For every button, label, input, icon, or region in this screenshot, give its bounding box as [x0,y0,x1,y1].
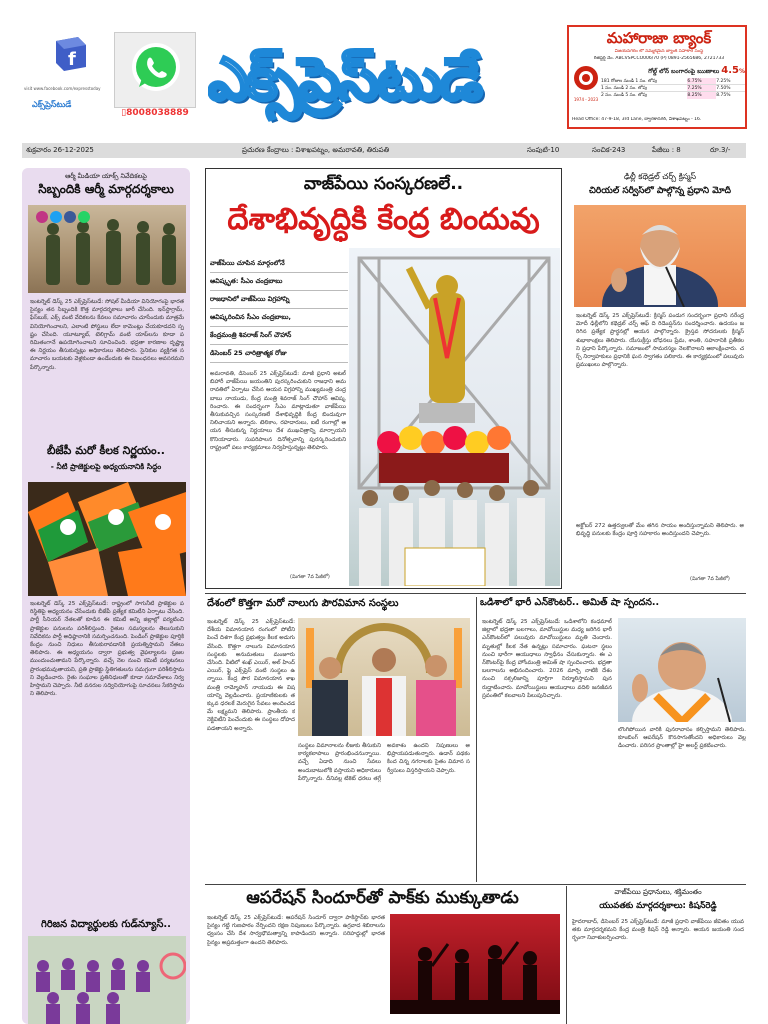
lead-kicker: వాజ్‌పేయి సంస్కరణలే.. [303,174,464,194]
facebook-url: visit www.facebook.com/expresstoday [24,86,101,91]
rates-row: 1 సం. నుండి 2 సం. లోపు 7.25% 7.50% [601,85,745,92]
bottom-right-body: హైదరాబాద్, డిసెంబర్ 25 ఎక్స్‌ప్రెస్‌టుడే: మాజీ ప్రధాని వాజ్‌పేయి జీవితం యువతకు మార్గదర్శకమని కేంద్ర మంత్రి కిషన్ రెడ్డి అన్నారు. ఆయన జయంతి సందర్భంగా నివాళులర్పించారు. [572,919,744,942]
facebook-tag: ఎక్స్‌ప్రెస్‌టుడే [32,100,72,109]
price: రూ.3/- [710,146,731,154]
bank-ad-office: Head Office: 47-9-18, 3rd Lane, ద్వారకానగర్, విశాఖపట్నం - 16. [572,117,702,122]
mid-headline: దేశంలో కొత్తగా మరో నాలుగు పౌరవిమాన సంస్థలు [207,598,399,609]
lead-bullet: కేంద్రమంత్రి శివరాజ్ సింగ్ చౌహాన్ [210,327,348,345]
left-subhead-2: - నీటి ప్రాజెక్టులపై అధ్యయనానికి సిద్ధం [50,462,162,471]
whatsapp-number [114,108,196,118]
mid-divider [476,597,477,882]
gold-loan-rate: 4.5 [721,65,739,76]
bank-ad-emblem [573,65,599,105]
lead-bullet: డిసెంబర్ 25 చారిత్రాత్మక రోజు [210,345,348,363]
page-count: పేజీలు : 8 [652,146,681,154]
social-icons [36,211,90,223]
aviation-photo [298,618,470,736]
left-kicker-2: బీజేపీ మరో కీలక నిర్ణయం.. [47,444,165,457]
amit-shah-photo [618,618,746,722]
left-kicker-3: గిరిజన విద్యార్థులకు గుడ్‌న్యూస్.. [41,919,171,930]
facebook-icon [64,211,76,223]
whatsapp-icon [78,211,90,223]
lead-bullet: ఆవిష్కరించిన సీఎం చంద్రబాబు, [210,309,348,327]
right-headline: చిరియల్ సర్వీస్‌లో పాల్గొన్న ప్రధాని మోదీ [589,186,731,196]
instagram-icon [36,211,48,223]
bank-ad-sub2: రిజిస్టర్డ్ నెం. ABCVSPCCO006/70 (P) 0891-2565686, 2721733 [593,56,725,61]
students-photo [28,936,186,1024]
gold-loan-label: గోల్డ్ లోన్ బంగారంపై ఋణాలు 4.5% [648,65,745,76]
svg-text:f: f [68,49,76,70]
mid-rule [205,593,746,594]
rates-row: 2 సం. నుండి 5 సం. లోపు 8.25% 8.75% [601,93,731,98]
left-body: ఇంటర్నెట్ డెస్క్ 25 ఎక్స్‌ప్రెస్‌టుడే: సోషల్ మీడియా వినియోగంపై భారత సైన్యం తన సిబ్బందికి కొత్త మార్గదర్శకాలు జారీ చేసింది. ఇన్‌స్టాగ్రామ్, ఫేస్‌బుక్, ఎక్స్ వంటి వేదికలను కేవలం సమాచారం చూసేందుకు మాత్రమే వినియోగించాలని, ఎలాంటి పోస్టులు లేదా కామెంట్లు చేయకూడదని స్పష్టం చేసింది. యూట్యూబ్, టెలిగ్రామ్ వంటి యాప్‌లను కూడా పరిమితంగానే ఉపయోగించాలని సూచించింది. భద్రతా కారణాల దృష్ట్యా ఈ నిర్ణయం తీసుకున్నట్లు అధికారులు తెలిపారు. సైనికుల వ్యక్తిగత సమాచారం బయటకు వెళ్లకుండా ఉండేందుకు ఈ నిబంధనలు అవసరమని పేర్కొన్నారు. [30,299,184,371]
left-body-2: ఇంటర్నెట్ డెస్క్ 25 ఎక్స్‌ప్రెస్‌టుడే: రాష్ట్రంలో సాగునీటి ప్రాజెక్టుల పరిస్థితిపై అధ్యయనం చేసేందుకు బీజేపీ ప్రత్యేక కమిటీని ఏర్పాటు చేసింది. పార్టీ సీనియర్ నేతలతో కూడిన ఈ కమిటీ అన్ని జిల్లాల్లో పర్యటించి ప్రాజెక్టుల పనులను పరిశీలిస్తుంది. రైతుల సమస్యలను తెలుసుకుని నివేదికను పార్టీ అధిష్ఠానానికి సమర్పించనుంది. పెండింగ్ ప్రాజెక్టుల పూర్తికి కేంద్రం నుంచి నిధులు తీసుకురావడానికి ప్రయత్నిస్తామని నేతలు తెలిపారు. ఈ అధ్యయనం ద్వారా ప్రభుత్వ వైఫల్యాలను ప్రజల ముందుంచుతామని పేర్కొన్నారు. వచ్చే నెల నుంచి కమిటీ పర్యటనలు ప్రారంభమవుతాయని, ప్రతి ప్రాజెక్టు స్థితిగతులను సమగ్రంగా పరిశీలిస్తామని వెల్లడించారు. రైతు సంఘాల ప్రతినిధులతో కూడా సమావేశాలు నిర్వహిస్తామని చెప్పారు. నీటి వనరుల సద్వినియోగంపై సూచనలు సేకరిస్తామని తెలిపారు. [30,601,184,698]
bank-ad-title: మహారాజా బ్యాంక్ [606,29,712,47]
lead-bullet: వాజ్‌పేయి చూపిన మార్గంలోనే [210,255,348,273]
masthead-title: ఎక్స్‌ప్రెస్‌టుడే [208,45,481,113]
bottom-right-kicker: వాజ్‌పేయి ప్రధానులు, శక్తిమంతం [614,888,702,896]
bank-ad [567,25,747,129]
bottom-headline: ఆపరేషన్ సిందూర్‌తో పాక్‌కు ముక్కుతాడు [246,888,519,908]
rates-row: 181 రోజుల నుండి 1 సం. లోపు 6.75% 7.25% [601,78,745,85]
encounter-body: ఇంటర్నెట్ డెస్క్ 25 ఎక్స్‌ప్రెస్‌టుడే: ఒడిశాలోని కంధమాల్ జిల్లాలో భద్రతా బలగాలు, మావోయిస్టుల మధ్య జరిగిన భారీ ఎన్‌కౌంటర్‌లో పలువురు మావోయిస్టులు మృతి చెందారు. మృతుల్లో కీలక నేత ఉన్నట్లు సమాచారం. ఘటనా స్థలం నుంచి భారీగా ఆయుధాలు స్వాధీనం చేసుకున్నారు. ఈ ఎన్‌కౌంటర్‌పై కేంద్ర హోంమంత్రి అమిత్ షా స్పందించారు. భద్రతా బలగాలను అభినందించారు. 2026 మార్చి నాటికి దేశం నుంచి నక్సలిజాన్ని పూర్తిగా నిర్మూలిస్తామని పునరుద్ఘాటించారు. మావోయిస్టులు ఆయుధాలు వదిలి జనజీవన స్రవంతిలో కలవాలని పిలుపునిచ్చారు. [482,619,612,699]
whatsapp-logo [114,32,196,108]
bottom-right-headline: యువతకు మార్గదర్శకాలు: కిషన్‌రెడ్డి [599,901,717,911]
mid-body-2: సంస్థలు విమానాలను లీజుకు తీసుకుని కార్యకలాపాలు ప్రారంభించనున్నాయి. వచ్చే ఏడాది నుంచి సేవలు అందుబాటులోకి వస్తాయని అధికారులు పేర్కొన్నారు. దీనివల్ల టికెట్ ధరలు తగ్గే అవకాశం ఉందని నిపుణులు అభిప్రాయపడుతున్నారు. ఉడాన్ పథకం కింద చిన్న నగరాలకు సైతం విమాన సర్వీసులు విస్తరిస్తాయని చెప్పారు. [298,743,470,782]
lead-bullets [210,255,348,363]
bank-ad-est: 1974 - 2023 [573,97,599,102]
lead-bullet: ఆవిష్కృత: సీఎం చంద్రబాబు [210,273,348,291]
encounter-body-2: లొంగిపోయిన వారికి పునరావాసం కల్పిస్తామని తెలిపారు. కూంబింగ్ ఆపరేషన్ కొనసాగుతోందని అధికారులు వెల్లడించారు. పరిసర ప్రాంతాల్లో హై అలర్ట్ ప్రకటించారు. [618,727,746,750]
bottom-body: ఇంటర్నెట్ డెస్క్ 25 ఎక్స్‌ప్రెస్‌టుడే: ఆపరేషన్ సిందూర్ ద్వారా పాకిస్థాన్‌కు భారత సైన్యం గట్టి గుణపాఠం నేర్పిందని రక్షణ నిపుణులు పేర్కొన్నారు. ఉగ్రవాద శిబిరాలను ధ్వంసం చేసి దేశ సార్వభౌమత్వాన్ని కాపాడిందని అన్నారు. సరిహద్దుల్లో భారత సైన్యం అప్రమత్తంగా ఉందని తెలిపారు. [207,915,385,946]
mid-body: ఇంటర్నెట్ డెస్క్ 25 ఎక్స్‌ప్రెస్‌టుడే: దేశీయ విమానయాన రంగంలో పోటీని పెంచే దిశగా కేంద్ర ప్రభుత్వం కీలక అడుగు వేసింది. కొత్తగా నాలుగు విమానయాన సంస్థలకు అనుమతులు మంజూరు చేసింది. వీటిలో శంఖ్ ఎయిర్, అల్ హింద్ ఎయిర్, ఫ్లై ఎక్స్‌ప్రెస్ వంటి సంస్థలు ఉన్నాయి. కేంద్ర పౌర విమానయాన శాఖ మంత్రి రామ్మోహన్ నాయుడు ఈ విషయాన్ని వెల్లడించారు. ప్రయాణికులకు తక్కువ ధరలకే మెరుగైన సేవలు అందించడమే లక్ష్యమని తెలిపారు. ప్రాంతీయ కనెక్టివిటీని పెంచేందుకు ఈ సంస్థలు దోహదపడతాయని అన్నారు. [207,619,295,732]
right-kicker: ఢిల్లీ కథెడ్రల్ చర్చ్ క్రిస్మస్ [623,172,697,181]
lead-headline: దేశాభివృద్ధికి కేంద్ర బిందువు [227,202,540,237]
army-photo [28,205,186,293]
issue-number: సంచిక-243 [592,146,626,154]
facebook-logo [48,35,90,75]
lead-continued: (మిగతా 7వ పేజీలో) [290,574,330,580]
right-continued: (మిగతా 7వ పేజీలో) [690,576,730,582]
editions: ప్రచురణ కేంద్రాలు : విశాఖపట్నం, అమరావతి, తిరుపతి [242,146,390,154]
bottom-divider [566,886,567,1024]
twitter-icon [50,211,62,223]
right-body-2: అక్టోబర్ 272 ఉత్తర్వులతో మేం తగిన సాయం అందిస్తున్నామని తెలిపారు. అభివృద్ధి పనులకు కేంద్రం పూర్తి సహకారం అందిస్తుందని చెప్పారు. [576,523,744,538]
phone-icon: ▯ [121,108,127,118]
issue-date: శుక్రవారం 26-12-2025 [26,146,94,154]
soldiers-silhouette-photo [390,914,560,1014]
left-headline: సిబ్బందికి ఆర్మీ మార్గదర్శకాలు [38,182,174,196]
volume: సంపుటి-10 [527,146,560,154]
bottom-rule [205,884,746,885]
bjp-flags-photo [28,482,186,596]
right-body: ఇంటర్నెట్ డెస్క్ 25 ఎక్స్‌ప్రెస్‌టుడే: క్రిస్మస్ పండుగ సందర్భంగా ప్రధాని నరేంద్ర మోదీ ఢిల్లీలోని కథెడ్రల్ చర్చ్ ఆఫ్ ది రిడెంప్షన్‌ను సందర్శించారు. ఉదయం జరిగిన ప్రత్యేక ప్రార్థనల్లో ఆయన పాల్గొన్నారు. క్రైస్తవ సోదరులకు క్రిస్మస్ శుభాకాంక్షలు తెలిపారు. యేసుక్రీస్తు బోధనలు ప్రేమ, శాంతి, సహనానికి ప్రతీకలని ప్రధాని పేర్కొన్నారు. సమాజంలో సామరస్యం నెలకొనాలని ఆకాంక్షించారు. చర్చ్ నిర్వాహకులు ప్రధానికి ఘన స్వాగతం పలికారు. ఈ కార్యక్రమంలో పలువురు ప్రముఖులు పాల్గొన్నారు. [576,313,744,369]
left-kicker: ఆర్మీ మీడియా యాక్స్ నివేదికలపై [65,172,147,180]
encounter-headline: ఒడిశాలో భారీ ఎన్‌కౌంటర్.. అమిత్ షా స్పందన.. [480,597,660,608]
modi-photo [574,205,746,307]
lead-body: అమరావతి, డిసెంబర్ 25 ఎక్స్‌ప్రెస్‌టుడే: మాజీ ప్రధాని అటల్ బిహారీ వాజ్‌పేయి జయంతిని పురస్కరించుకుని రాజధాని అమరావతిలో ఏర్పాటు చేసిన ఆయన విగ్రహాన్ని ముఖ్యమంత్రి చంద్రబాబు నాయుడు, కేంద్ర మంత్రి శివరాజ్ సింగ్ చౌహాన్ ఆవిష్కరించారు. ఈ సందర్భంగా సీఎం మాట్లాడుతూ వాజ్‌పేయి తీసుకువచ్చిన సంస్కరణలే దేశాభివృద్ధికి కేంద్ర బిందువుగా నిలిచాయని అన్నారు. టెలికాం, రహదారులు, ఐటీ రంగాల్లో ఆయన తీసుకున్న నిర్ణయాలు దేశ ముఖచిత్రాన్ని మార్చాయని కొనియాడారు. సుపరిపాలన దినోత్సవాన్ని పురస్కరించుకుని రాష్ట్రంలో పలు కార్యక్రమాలు నిర్వహిస్తున్నట్లు తెలిపారు. [210,371,346,451]
vajpayee-statue-photo [349,248,560,586]
rates-table [601,78,745,99]
whatsapp-number-text: 8008038889 [126,108,189,118]
gold-loan-text: గోల్డ్ లోన్ బంగారంపై ఋణాలు [648,68,720,75]
bank-ad-sub1: విజయనగరం లో నమ్మకమైన బ్యాంక్ సహకార సంస్థ [614,49,704,54]
info-bar [22,143,746,158]
lead-bullet: రాజధానిలో వాజ్‌పేయి విగ్రహాన్ని [210,291,348,309]
